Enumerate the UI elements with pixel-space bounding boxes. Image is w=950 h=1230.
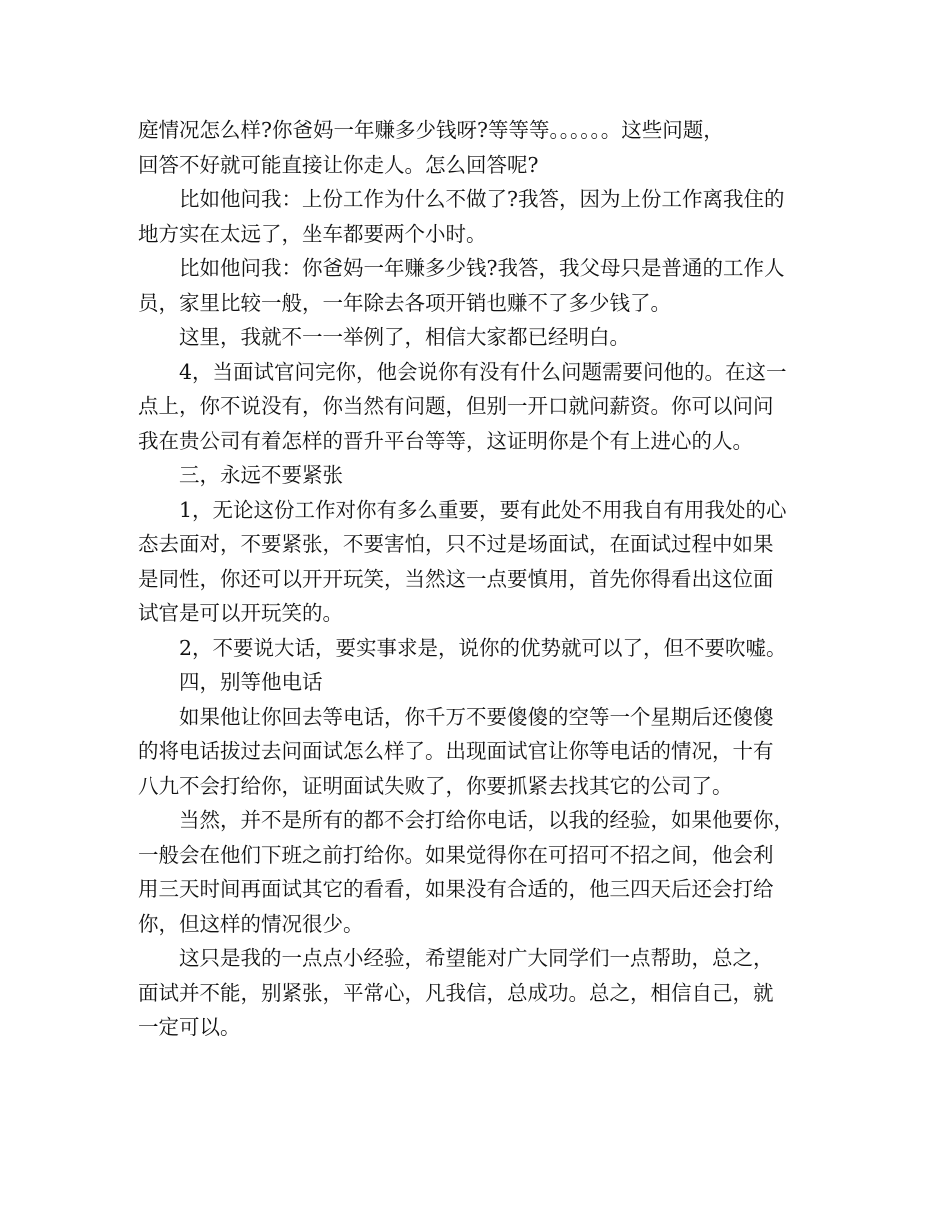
paragraph-2 (138, 182, 828, 251)
text-line: 比如他问我：上份工作为什么不做了?我答，因为上份工作离我住的 (179, 187, 785, 211)
text-line: 面试并不能，别紧张，平常心，凡我信，总成功。总之，相信自己，就 (138, 980, 774, 1005)
text-line: 试官是可以开玩笑的。 (138, 601, 343, 625)
text-line: 1，无论这份工作对你有多么重要，要有此处不用我自有用我处的心 (179, 497, 787, 522)
paragraph-5 (138, 355, 828, 459)
paragraph-8 (138, 631, 828, 666)
section-heading-4 (138, 665, 828, 700)
paragraph-1 (138, 113, 828, 182)
text-line: 这里，我就不一一举例了，相信大家都已经明白。 (179, 325, 630, 349)
text-line: 4，当面试官问完你，他会说你有没有什么问题需要问他的。在这一 (179, 359, 787, 384)
document-body (138, 113, 828, 1045)
text-line: 地方实在太远了，坐车都要两个小时。 (138, 221, 487, 246)
text-line: 三，永远不要紧张 (179, 463, 343, 487)
text-line: 是同性，你还可以开开玩笑，当然这一点要慎用，首先你得看出这位面 (138, 566, 774, 591)
text-line: 如果他让你回去等电话，你千万不要傻傻的空等一个星期后还傻傻 (179, 704, 774, 729)
text-line: 员，家里比较一般，一年除去各项开销也赚不了多少钱了。 (138, 290, 671, 315)
text-line: 庭情况怎么样?你爸妈一年赚多少钱呀?等等等。。。。。。这些问题， (138, 118, 724, 142)
paragraph-4 (138, 320, 828, 355)
text-line: 当然，并不是所有的都不会打给你电话，以我的经验，如果他要你， (179, 808, 794, 832)
text-line: 你，但这样的情况很少。 (138, 911, 364, 936)
paragraph-11 (138, 803, 828, 941)
text-line: 用三天时间再面试其它的看看，如果没有合适的，他三四天后还会打给 (138, 877, 774, 901)
text-line: 四，别等他电话 (179, 670, 323, 694)
text-line: 态去面对，不要紧张，不要害怕，只不过是场面试，在面试过程中如果 (138, 532, 774, 556)
section-heading-3 (138, 458, 828, 493)
text-line: 的将电话拔过去问面试怎么样了。出现面试官让你等电话的情况，十有 (138, 739, 774, 763)
text-line: 一定可以。 (138, 1015, 241, 1039)
text-line: 点上，你不说没有，你当然有问题，但别一开口就问薪资。你可以问问 (138, 394, 774, 418)
text-line: 2，不要说大话，要实事求是，说你的优势就可以了，但不要吹嘘。 (179, 635, 787, 660)
text-line: 我在贵公司有着怎样的晋升平台等等，这证明你是个有上进心的人。 (138, 428, 753, 453)
text-line: 比如他问我：你爸妈一年赚多少钱?我答，我父母只是普通的工作人 (179, 256, 785, 280)
paragraph-7 (138, 493, 828, 631)
paragraph-3 (138, 251, 828, 320)
text-line: 这只是我的一点点小经验，希望能对广大同学们一点帮助，总之， (179, 946, 774, 970)
text-line: 一般会在他们下班之前打给你。如果觉得你在可招可不招之间，他会利 (138, 842, 774, 867)
paragraph-10 (138, 700, 828, 804)
paragraph-12 (138, 941, 828, 1045)
text-line: 回答不好就可能直接让你走人。怎么回答呢? (138, 152, 539, 177)
text-line: 八九不会打给你，证明面试失败了，你要抓紧去找其它的公司了。 (138, 773, 733, 798)
